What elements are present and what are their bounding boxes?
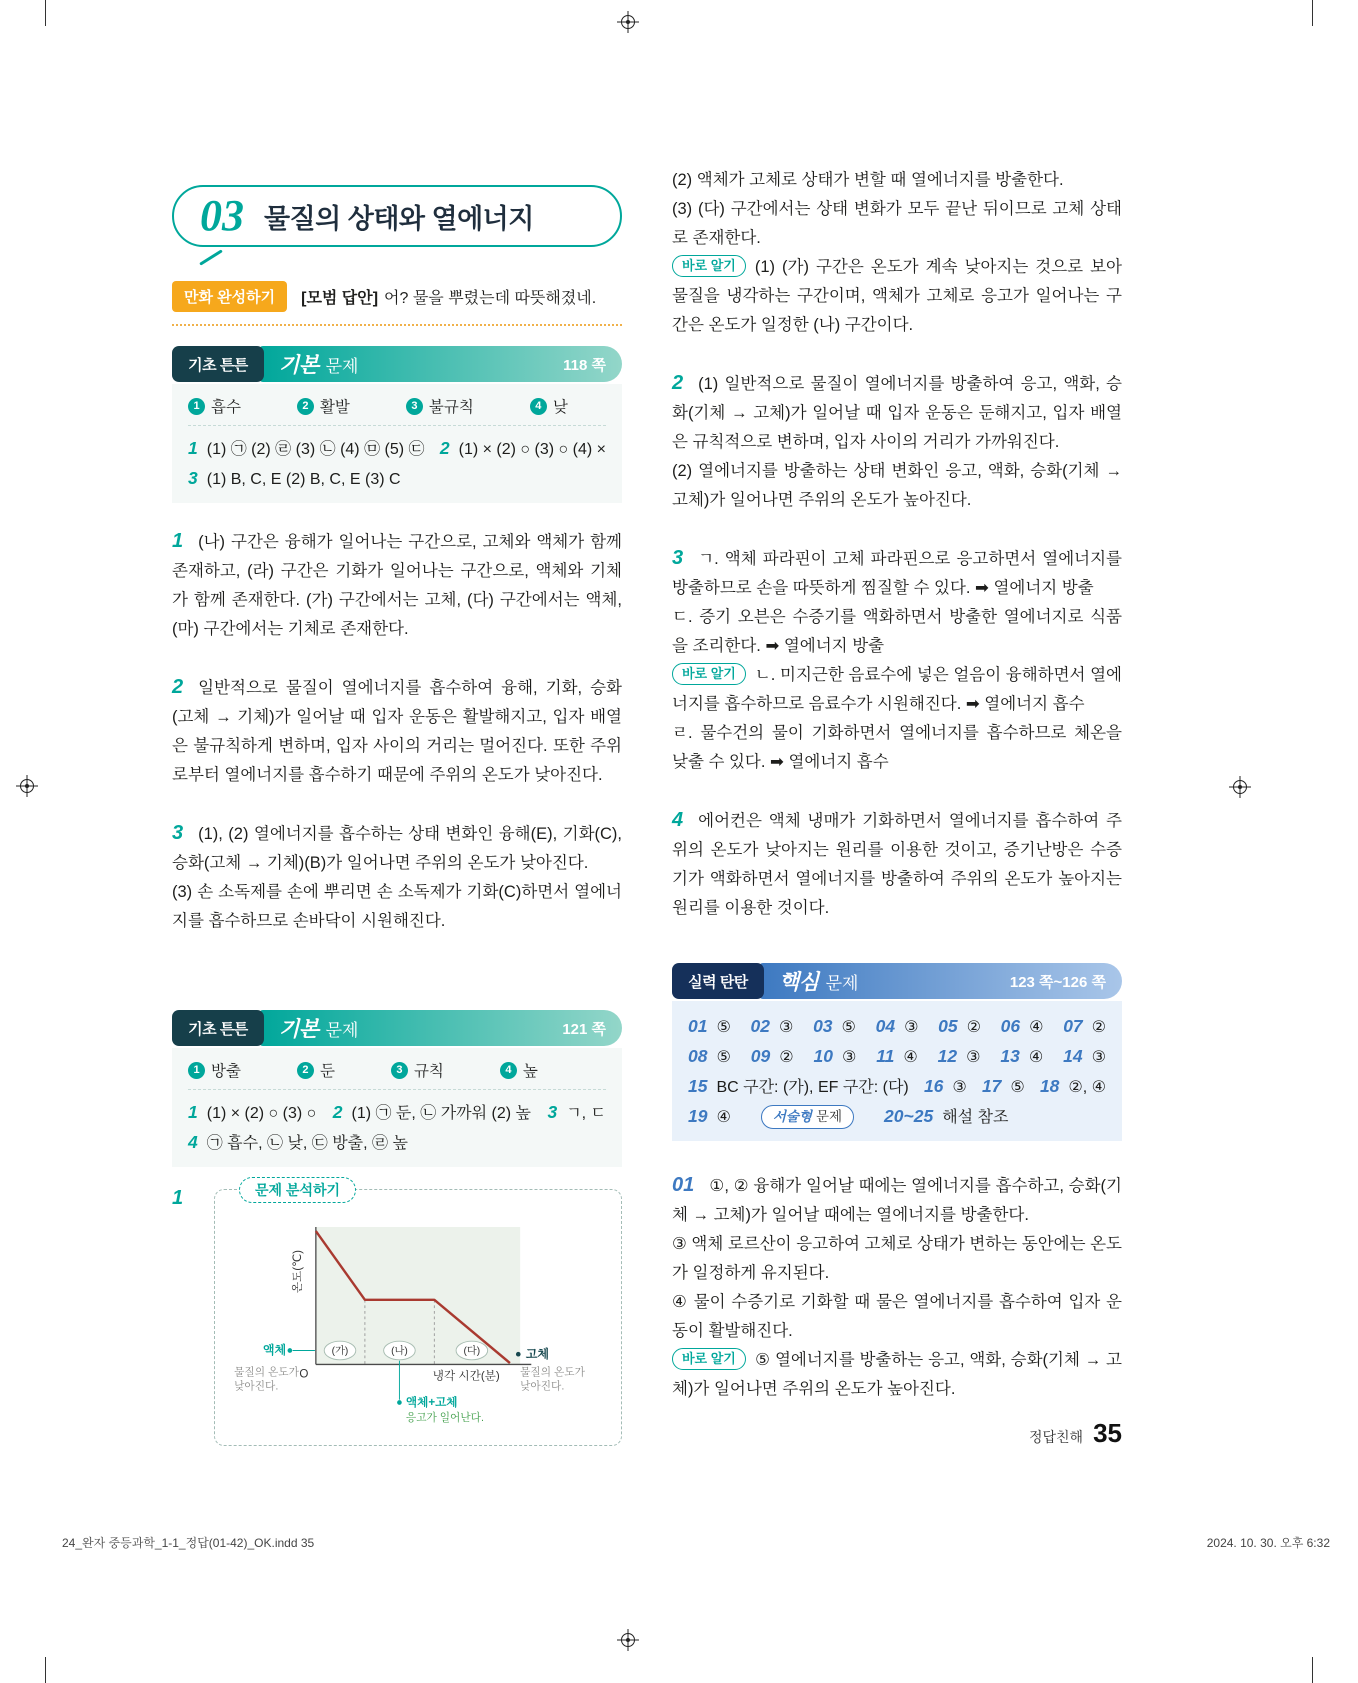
crop-mark-bottom-left [45, 1657, 46, 1683]
pen-tick-icon [199, 249, 223, 265]
origin-label: O [299, 1367, 309, 1381]
registration-mark-bottom [617, 1629, 639, 1651]
explanation-block [672, 369, 1122, 515]
manhwa-badge: 만화 완성하기 [172, 281, 287, 312]
baro-algi-badge: 바로 알기 [672, 255, 746, 277]
answer-number: 3 [547, 1102, 558, 1122]
answer-item [938, 1042, 981, 1072]
explanation-block [672, 806, 1122, 923]
explanation-paragraph: 2 (1) 일반적으로 물질이 열에너지를 방출하여 응고, 액화, 승화(기체 → 고체)가 일어날 때 입자 운동은 둔해지고, 입자 배열은 규칙적으로 변하며, 입자 사이의 거리가 가까워진다. [672, 372, 1122, 451]
page-footer [672, 1418, 1122, 1449]
chapter-number: 03 [200, 191, 244, 240]
problem-analysis-box [214, 1182, 622, 1446]
section-title-light: 문제 [325, 357, 359, 376]
answer-item [688, 1012, 731, 1042]
basic-118-header [172, 346, 622, 382]
basic-121-header [172, 1010, 622, 1046]
section-title [279, 1013, 358, 1043]
keyword-number-icon: 3 [391, 1062, 408, 1079]
answer-text: ③ [904, 1019, 919, 1036]
answer-item [813, 1042, 856, 1072]
explanation-paragraph: ③ 액체 로르산이 응고하여 고체로 상태가 변하는 동안에는 온도가 일정하게 유지된다. [672, 1235, 1122, 1282]
baro-algi-badge: 바로 알기 [672, 1348, 746, 1370]
basic-118-bar [259, 346, 622, 382]
explanation-paragraph: (3) (다) 구간에서는 상태 변화가 모두 끝난 뒤이므로 고체 상태로 존재한다. [672, 200, 1122, 247]
cooling-curve-chart [223, 1214, 613, 1435]
mixed-note: 응고가 일어난다. [405, 1412, 484, 1425]
core-explanations [672, 1171, 1122, 1404]
section-title [779, 966, 858, 996]
answer-row [688, 1042, 1106, 1072]
keyword-number-icon: 2 [297, 1062, 314, 1079]
keyword-item [391, 1059, 444, 1081]
answer-item [1063, 1012, 1106, 1042]
answer-number: 13 [1000, 1046, 1020, 1066]
answer-number: 17 [981, 1076, 1002, 1096]
answer-number: 4 [188, 1132, 198, 1152]
answer-text: BC 구간: (가), EF 구간: (다) [716, 1079, 909, 1096]
answer-rows [188, 1098, 606, 1158]
keyword-label: 규칙 [413, 1063, 444, 1080]
answer-number: 19 [688, 1106, 708, 1126]
liquid-annotation-dot [288, 1348, 293, 1353]
answer-item [876, 1042, 918, 1072]
answer-text: ⑤ [716, 1019, 731, 1036]
region-label: (나) [391, 1346, 408, 1358]
print-file-info: 24_완자 중등과학_1-1_정답(01-42)_OK.indd 35 [62, 1536, 315, 1550]
answer-item [761, 1103, 854, 1132]
answer-number: 07 [1063, 1016, 1083, 1036]
answer-text: 해설 참조 [942, 1109, 1009, 1126]
explanation-paragraph: ④ 물이 수증기로 기화할 때 물은 열에너지를 흡수하여 입자 운동이 활발해진다. [672, 1293, 1122, 1340]
basic-118-explanations [172, 527, 622, 936]
registration-mark-right [1229, 776, 1251, 798]
answer-item [924, 1072, 967, 1102]
answer-row [188, 434, 606, 464]
answer-text: (1) B, C, E (2) B, C, E (3) C [206, 471, 401, 488]
explanation-number: 1 [172, 530, 184, 552]
answer-number: 10 [813, 1046, 833, 1066]
keyword-label: 불규칙 [428, 399, 474, 416]
keyword-item [188, 1059, 241, 1081]
keyword-item [406, 395, 474, 417]
answer-number: 05 [938, 1016, 958, 1036]
answer-item [876, 1012, 919, 1042]
keyword-number-icon: 3 [406, 398, 423, 415]
answer-text: ②, ④ [1068, 1079, 1106, 1096]
keyword-number-icon: 1 [188, 1062, 205, 1079]
solid-label: 고체 [525, 1346, 550, 1361]
explanation-paragraph: 01 ①, ② 융해가 일어날 때에는 열에너지를 흡수하고, 승화(기체 → 고체)가 일어날 때에는 열에너지를 방출한다. [672, 1174, 1122, 1224]
answer-text: ④ [716, 1109, 731, 1126]
section-title-strong: 핵심 [779, 971, 819, 994]
section-title-light: 문제 [825, 974, 859, 993]
section-title [279, 349, 358, 379]
answer-number: 16 [923, 1076, 944, 1096]
page-reference: 121 쪽 [562, 1020, 606, 1038]
answer-number: 03 [813, 1016, 833, 1036]
answer-row [688, 1102, 1106, 1132]
answer-text: (1) ㉠ (2) ㉣ (3) ㉡ (4) ㉤ (5) ㉢ [206, 441, 425, 458]
y-axis-label: 온도(℃) [291, 1249, 304, 1294]
keyword-label: 흡수 [211, 399, 241, 416]
answer-item [688, 1102, 731, 1132]
keyword-item [530, 395, 568, 417]
keyword-number-icon: 4 [500, 1062, 517, 1079]
manhwa-answer [301, 285, 596, 308]
liquid-label: 액체 [262, 1343, 287, 1358]
answer-text: (1) × (2) ○ (3) ○ [206, 1105, 317, 1122]
region-na [384, 1341, 416, 1360]
explanation-number: 3 [172, 822, 184, 844]
basic-badge: 기초 튼튼 [172, 1010, 264, 1046]
answer-text: ② [966, 1019, 981, 1036]
answer-rows [188, 434, 606, 494]
answer-text: ③ [1091, 1049, 1106, 1066]
answer-row [188, 464, 606, 494]
x-axis-label: 냉각 시간(분) [432, 1369, 500, 1383]
explanation-paragraph: 바로 알기 ⑤ 열에너지를 방출하는 응고, 액화, 승화(기체 → 고체)가 일어나면 주위의 온도가 높아진다. [672, 1346, 1122, 1404]
answer-item [1000, 1042, 1043, 1072]
answer-number: 2 [439, 438, 450, 458]
crop-mark-bottom-right [1312, 1657, 1313, 1683]
answer-item [1040, 1072, 1106, 1102]
answer-item [1063, 1042, 1106, 1072]
answer-item [751, 1042, 794, 1072]
explanation-number: 4 [672, 809, 684, 831]
answer-number: 08 [688, 1046, 708, 1066]
answer-number: 04 [875, 1016, 896, 1036]
section-title-light: 문제 [325, 1021, 359, 1040]
baro-algi-badge: 바로 알기 [672, 663, 746, 685]
answer-item [547, 1098, 606, 1128]
explanation-paragraph: 2 일반적으로 물질이 열에너지를 흡수하여 융해, 기화, 승화(고체 → 기체)가 일어날 때 입자 운동은 활발해지고, 입자 배열은 불규칙하게 변하며, 입자 사이의 거리는 멀어진다. 또한 주위로부터 열에너지를 흡수하기 때문에 주위의 온도가 낮아진다. [172, 676, 622, 784]
keyword-row [188, 395, 606, 426]
answer-number: 18 [1039, 1076, 1060, 1096]
explanation-block [672, 544, 1122, 777]
explanation-number: 2 [672, 372, 684, 394]
answer-text: ③ [779, 1019, 794, 1036]
answer-item [440, 434, 606, 464]
core-badge: 실력 탄탄 [672, 963, 764, 999]
keyword-row [188, 1059, 606, 1090]
answer-item [751, 1012, 794, 1042]
basic-121-bar [259, 1010, 622, 1046]
explanation-number: 2 [172, 676, 184, 698]
answer-row [188, 1098, 606, 1128]
crop-mark-top-right [1312, 0, 1313, 26]
solid-note-line2: 낮아진다. [520, 1380, 565, 1393]
keyword-item [500, 1059, 538, 1081]
answer-item [938, 1012, 981, 1042]
keyword-number-icon: 2 [297, 398, 314, 415]
essay-type-label: 서술형 [772, 1109, 812, 1124]
region-da [456, 1341, 488, 1360]
explanation-paragraph: 4 에어컨은 액체 냉매가 기화하면서 열에너지를 흡수하여 주위의 온도가 낮아지는 원리를 이용한 것이고, 증기난방은 수증기가 액화하면서 열에너지를 방출하여 주위의 온도가 높아지는 원리를 이용한 것이다. [672, 809, 1122, 917]
answer-text: ③ [952, 1079, 967, 1096]
manhwa-answer-text: 어? 물을 뿌렸는데 따뜻해졌네. [384, 290, 597, 307]
page-reference: 123 쪽~126 쪽 [1009, 973, 1106, 991]
explanation-paragraph: ㄹ. 물수건의 물이 기화하면서 열에너지를 흡수하므로 체온을 낮출 수 있다. ➡ 열에너지 흡수 [672, 724, 1122, 771]
answer-text: ⑤ [1010, 1079, 1025, 1096]
analysis-number: 1 [172, 1187, 184, 1209]
answer-number: 20~25 [884, 1106, 934, 1126]
explanation-block [672, 166, 1122, 340]
explanation-paragraph: 바로 알기 (1) (가) 구간은 온도가 계속 낮아지는 것으로 보아 물질을 냉각하는 구간이며, 액체가 고체로 응고가 일어나는 구간은 온도가 일정한 (나) 구간이다. [672, 253, 1122, 340]
essay-type-sub: 문제 [815, 1109, 843, 1124]
answer-item [688, 1042, 731, 1072]
answer-text: ⑤ [841, 1019, 856, 1036]
explanation-paragraph: (3) 손 소독제를 손에 뿌리면 손 소독제가 기화(C)하면서 열에너지를 흡수하므로 손바닥이 시원해진다. [172, 883, 622, 930]
chapter-title: 물질의 상태와 열에너지 [264, 203, 534, 234]
answer-text: ③ [841, 1049, 857, 1066]
right-column [672, 166, 1122, 1449]
core-answer-box [672, 1001, 1122, 1141]
answer-text: ② [1091, 1019, 1106, 1036]
answer-text: (1) ㉠ 둔, ㉡ 가까워 (2) 높 [351, 1105, 531, 1122]
footer-label: 정답친해 [1028, 1429, 1084, 1445]
answer-text: ㄱ, ㄷ [566, 1105, 606, 1122]
page-reference: 118 쪽 [563, 356, 606, 374]
explanation-paragraph: (2) 열에너지를 방출하는 상태 변화인 응고, 액화, 승화(기체 → 고체)가 일어나면 주위의 온도가 높아진다. [672, 462, 1122, 509]
keyword-item [297, 395, 350, 417]
explanation-paragraph: 1 (나) 구간은 융해가 일어나는 구간으로, 고체와 액체가 함께 존재하고, (라) 구간은 기화가 일어나는 구간으로, 액체와 기체가 함께 존재한다. (가) 구간에서는 고체, (다) 구간에서는 액체, (마) 구간에서는 기체로 존재한다. [172, 530, 622, 638]
region-label: (다) [463, 1346, 481, 1358]
answer-item [982, 1072, 1025, 1102]
answer-text: ④ [1029, 1019, 1044, 1036]
chapter-title-box [172, 185, 622, 247]
region-ga [324, 1341, 356, 1360]
answer-text: ㉠ 흡수, ㉡ 낮, ㉢ 방출, ㉣ 높 [206, 1135, 408, 1152]
answer-text: ④ [903, 1049, 918, 1066]
solid-annotation-dot [516, 1352, 521, 1357]
print-date-info: 2024. 10. 30. 오후 6:32 [1206, 1536, 1330, 1550]
registration-mark-left [16, 775, 38, 797]
region-label: (가) [331, 1346, 349, 1358]
keyword-label: 낮 [552, 399, 568, 416]
answer-number: 15 [688, 1076, 708, 1096]
core-bar [759, 963, 1122, 999]
answer-item [1001, 1012, 1044, 1042]
answer-item [188, 434, 425, 464]
answer-text: ③ [966, 1049, 981, 1066]
answer-number: 09 [750, 1046, 771, 1066]
answer-number: 02 [750, 1016, 770, 1036]
keyword-label: 방출 [211, 1063, 241, 1080]
basic-121-answer-box [172, 1048, 622, 1167]
explanation-paragraph: 3 ㄱ. 액체 파라핀이 고체 파라핀으로 응고하면서 열에너지를 방출하므로 손을 따뜻하게 찜질할 수 있다. ➡ 열에너지 방출 [672, 547, 1122, 597]
section-title-strong: 기본 [279, 354, 319, 377]
liquid-note-line1: 물질의 온도가 [234, 1366, 299, 1379]
explanation-block [172, 527, 622, 644]
footer-page-number: 35 [1093, 1418, 1122, 1448]
mixed-annotation-dot [397, 1400, 402, 1405]
manhwa-answer-prefix: [모범 답안] [301, 290, 379, 307]
answer-number: 2 [332, 1102, 343, 1122]
explanation-number: 01 [672, 1174, 695, 1196]
answer-rows [688, 1012, 1106, 1132]
explanation-block [172, 673, 622, 790]
answer-row [188, 1128, 606, 1158]
basic-badge: 기초 튼튼 [172, 346, 264, 382]
basic-118-explanations-continued [672, 166, 1122, 923]
core-header [672, 963, 1122, 999]
answer-text: (1) × (2) ○ (3) ○ (4) × [458, 441, 606, 458]
explanation-paragraph: 바로 알기 ㄴ. 미지근한 음료수에 넣은 얼음이 융해하면서 열에너지를 흡수하므로 음료수가 시원해진다. ➡ 열에너지 흡수 [672, 661, 1122, 719]
problem-analysis-badge: 문제 분석하기 [239, 1177, 356, 1203]
answer-number: 11 [876, 1046, 895, 1066]
crop-mark-top-left [45, 0, 46, 26]
keyword-item [188, 395, 241, 417]
answer-number: 14 [1063, 1046, 1083, 1066]
answer-text: ④ [1028, 1049, 1044, 1066]
answer-item [884, 1102, 1008, 1132]
liquid-note-line2: 낮아진다. [234, 1380, 279, 1393]
mixed-label: 액체+고체 [405, 1396, 458, 1410]
answer-number: 06 [1000, 1016, 1021, 1036]
keyword-item [297, 1059, 335, 1081]
keyword-number-icon: 1 [188, 398, 205, 415]
explanation-block [672, 1171, 1122, 1404]
keyword-number-icon: 4 [530, 398, 547, 415]
left-column [172, 185, 622, 1446]
answer-number: 1 [188, 1102, 198, 1122]
explanation-paragraph: (2) 액체가 고체로 상태가 변할 때 열에너지를 방출한다. [672, 171, 1064, 189]
answer-number: 12 [937, 1046, 958, 1066]
section-title-strong: 기본 [279, 1018, 319, 1041]
answer-item [333, 1098, 531, 1128]
explanation-paragraph: 3 (1), (2) 열에너지를 흡수하는 상태 변화인 융해(E), 기화(C), 승화(고체 → 기체)(B)가 일어나면 주위의 온도가 낮아진다. [172, 822, 622, 872]
answer-number: 3 [188, 468, 198, 488]
explanation-number: 3 [672, 547, 684, 569]
answer-number: 01 [688, 1016, 708, 1036]
answer-number: 1 [188, 438, 198, 458]
keyword-label: 둔 [319, 1063, 335, 1080]
answer-item [188, 1128, 408, 1158]
registration-mark-top [617, 11, 639, 33]
basic-118-answer-box [172, 384, 622, 503]
answer-text: ② [779, 1049, 794, 1066]
explanation-paragraph: ㄷ. 증기 오븐은 수증기를 액화하면서 방출한 열에너지로 식품을 조리한다. ➡ 열에너지 방출 [672, 608, 1122, 655]
answer-row [688, 1072, 1106, 1102]
keyword-label: 활발 [319, 399, 350, 416]
solid-note-line1: 물질의 온도가 [520, 1366, 585, 1379]
essay-type-pill [761, 1105, 854, 1129]
answer-item [188, 464, 401, 494]
explanation-block [172, 819, 622, 936]
answer-row [688, 1012, 1106, 1042]
answer-item [813, 1012, 856, 1042]
answer-item [188, 1098, 316, 1128]
manhwa-answer-row [172, 281, 622, 326]
answer-item [688, 1072, 909, 1102]
keyword-label: 높 [522, 1063, 538, 1080]
problem-analysis-section [172, 1182, 622, 1446]
answer-text: ⑤ [716, 1049, 731, 1066]
